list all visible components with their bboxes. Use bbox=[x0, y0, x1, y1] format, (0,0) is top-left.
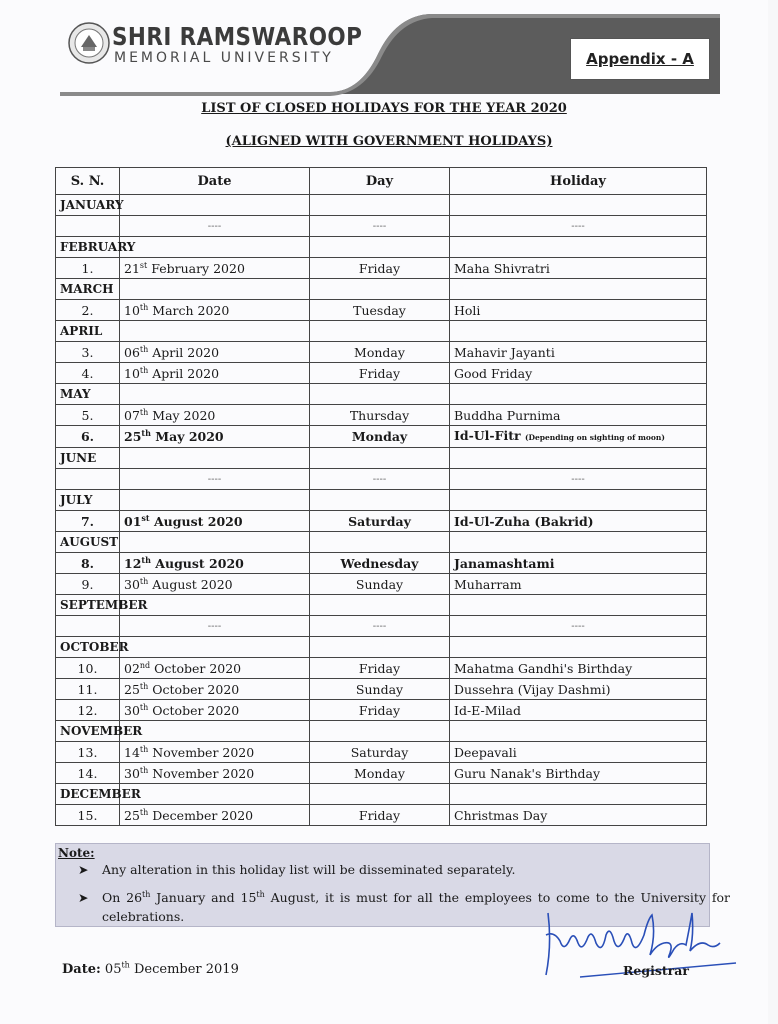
holiday-name: Id-E-Milad bbox=[454, 702, 521, 718]
month-date-cell bbox=[120, 237, 310, 258]
month-date-cell bbox=[120, 637, 310, 658]
sn-cell: 1. bbox=[56, 258, 120, 279]
date-day-num: 02 bbox=[124, 660, 140, 676]
month-date-cell bbox=[120, 721, 310, 742]
day-cell: Monday bbox=[310, 426, 450, 448]
date-suffix: nd bbox=[139, 660, 151, 670]
holiday-cell bbox=[450, 553, 707, 574]
university-seal-icon bbox=[68, 22, 110, 64]
month-day-cell bbox=[310, 195, 450, 216]
holiday-cell bbox=[450, 658, 707, 679]
month-date-cell bbox=[120, 532, 310, 553]
day-cell: Sunday bbox=[310, 574, 450, 595]
month-date-cell bbox=[120, 490, 310, 511]
table-row bbox=[56, 763, 707, 784]
col-header-day: Day bbox=[310, 168, 450, 195]
month-row bbox=[56, 721, 707, 742]
date-cell bbox=[120, 342, 310, 363]
date-rest: August 2020 bbox=[155, 555, 244, 571]
date-cell bbox=[120, 511, 310, 532]
arrow-bullet-icon: ➤ bbox=[78, 862, 89, 877]
month-holiday-cell bbox=[450, 195, 707, 216]
table-row bbox=[56, 679, 707, 700]
date-cell: ---- bbox=[120, 469, 310, 490]
month-date-cell bbox=[120, 321, 310, 342]
issue-date bbox=[62, 962, 239, 977]
holiday-cell bbox=[450, 679, 707, 700]
date-rest: December 2019 bbox=[129, 962, 239, 977]
date-day-num: 06 bbox=[124, 344, 140, 360]
day-cell: Wednesday bbox=[310, 553, 450, 574]
date-day-num: 25 bbox=[124, 807, 140, 823]
date-suffix: st bbox=[141, 512, 150, 523]
sn-cell: 8. bbox=[56, 553, 120, 574]
university-subtitle: MEMORIAL UNIVERSITY bbox=[114, 50, 334, 66]
holiday-cell bbox=[450, 405, 707, 426]
sn-cell bbox=[56, 469, 120, 490]
month-date-cell bbox=[120, 195, 310, 216]
date-day-num: 12 bbox=[124, 555, 142, 571]
date-rest: October 2020 bbox=[152, 702, 240, 718]
holiday-cell bbox=[450, 426, 707, 448]
note-item-2-part-b: January and 15 bbox=[150, 890, 257, 905]
month-day-cell bbox=[310, 448, 450, 469]
sn-cell: 9. bbox=[56, 574, 120, 595]
table-row bbox=[56, 258, 707, 279]
date-suffix: th bbox=[141, 427, 151, 438]
month-date-cell bbox=[120, 784, 310, 805]
month-label: NOVEMBER bbox=[56, 721, 120, 742]
holiday-cell: ---- bbox=[450, 469, 707, 490]
date-rest: February 2020 bbox=[151, 260, 245, 276]
sn-cell: 15. bbox=[56, 805, 120, 826]
sn-cell bbox=[56, 216, 120, 237]
holiday-name: Good Friday bbox=[454, 365, 533, 381]
note-item-2-sup-b: th bbox=[256, 889, 265, 899]
month-label: SEPTEMBER bbox=[56, 595, 120, 616]
holiday-cell: ---- bbox=[450, 616, 707, 637]
holiday-cell bbox=[450, 511, 707, 532]
day-cell: Monday bbox=[310, 342, 450, 363]
month-row bbox=[56, 595, 707, 616]
sn-cell: 14. bbox=[56, 763, 120, 784]
month-label: MAY bbox=[56, 384, 120, 405]
date-cell bbox=[120, 363, 310, 384]
holiday-name: Mahatma Gandhi's Birthday bbox=[454, 660, 633, 676]
month-label: MARCH bbox=[56, 279, 120, 300]
table-header-row bbox=[56, 168, 707, 195]
month-day-cell bbox=[310, 321, 450, 342]
month-label: DECEMBER bbox=[56, 784, 120, 805]
holiday-cell: ---- bbox=[450, 216, 707, 237]
date-cell bbox=[120, 553, 310, 574]
day-cell: Friday bbox=[310, 700, 450, 721]
month-date-cell bbox=[120, 279, 310, 300]
day-cell: Friday bbox=[310, 658, 450, 679]
holiday-cell bbox=[450, 574, 707, 595]
university-name: SHRI RAMSWAROOP bbox=[112, 22, 363, 51]
sn-cell: 7. bbox=[56, 511, 120, 532]
sn-cell: 13. bbox=[56, 742, 120, 763]
holiday-cell bbox=[450, 763, 707, 784]
table-row bbox=[56, 805, 707, 826]
date-day-num: 01 bbox=[124, 513, 142, 529]
sn-cell: 11. bbox=[56, 679, 120, 700]
date-day-num: 30 bbox=[124, 765, 140, 781]
month-label: AUGUST bbox=[56, 532, 120, 553]
table-row bbox=[56, 700, 707, 721]
month-day-cell bbox=[310, 532, 450, 553]
date-rest: August 2020 bbox=[153, 513, 243, 529]
date-day-num: 14 bbox=[124, 744, 140, 760]
month-holiday-cell bbox=[450, 532, 707, 553]
date-suffix: th bbox=[139, 702, 149, 712]
holiday-name: Christmas Day bbox=[454, 807, 548, 823]
table-row bbox=[56, 553, 707, 574]
holiday-cell bbox=[450, 342, 707, 363]
table-row bbox=[56, 363, 707, 384]
month-date-cell bbox=[120, 448, 310, 469]
month-holiday-cell bbox=[450, 721, 707, 742]
date-day-num: 07 bbox=[124, 407, 140, 423]
sn-cell: 6. bbox=[56, 426, 120, 448]
date-rest: December 2020 bbox=[152, 807, 254, 823]
day-cell: Friday bbox=[310, 805, 450, 826]
holiday-cell bbox=[450, 742, 707, 763]
date-day-num: 25 bbox=[124, 429, 142, 444]
day-cell: Thursday bbox=[310, 405, 450, 426]
holiday-name: Guru Nanak's Birthday bbox=[454, 765, 601, 781]
month-holiday-cell bbox=[450, 490, 707, 511]
date-suffix: th bbox=[139, 302, 149, 312]
month-day-cell bbox=[310, 595, 450, 616]
sn-cell: 5. bbox=[56, 405, 120, 426]
month-label: JANUARY bbox=[56, 195, 120, 216]
holiday-name: Janamashtami bbox=[454, 555, 555, 571]
month-holiday-cell bbox=[450, 784, 707, 805]
table-row bbox=[56, 511, 707, 532]
month-holiday-cell bbox=[450, 448, 707, 469]
date-cell: ---- bbox=[120, 616, 310, 637]
month-day-cell bbox=[310, 279, 450, 300]
month-holiday-cell bbox=[450, 321, 707, 342]
holiday-cell bbox=[450, 363, 707, 384]
month-label: FEBRUARY bbox=[56, 237, 120, 258]
date-rest: March 2020 bbox=[152, 302, 230, 318]
day-cell: Saturday bbox=[310, 511, 450, 532]
date-rest: November 2020 bbox=[152, 765, 255, 781]
date-rest: April 2020 bbox=[152, 365, 220, 381]
date-suffix: th bbox=[141, 554, 151, 565]
holiday-cell bbox=[450, 300, 707, 321]
note-item-2-sup-a: th bbox=[142, 889, 151, 899]
date-suffix: th bbox=[139, 576, 149, 586]
note-title: Note: bbox=[58, 846, 95, 860]
table-row bbox=[56, 658, 707, 679]
month-date-cell bbox=[120, 595, 310, 616]
sn-cell bbox=[56, 616, 120, 637]
month-row bbox=[56, 448, 707, 469]
date-day-num: 30 bbox=[124, 702, 140, 718]
appendix-label bbox=[570, 38, 710, 80]
month-holiday-cell bbox=[450, 384, 707, 405]
note-item-1-text: Any alteration in this holiday list will be disseminated separately. bbox=[102, 862, 516, 877]
note-item-1 bbox=[78, 860, 706, 879]
date-suffix: th bbox=[139, 765, 149, 775]
month-day-cell bbox=[310, 637, 450, 658]
month-row bbox=[56, 321, 707, 342]
date-rest: August 2020 bbox=[152, 576, 233, 592]
day-cell: Sunday bbox=[310, 679, 450, 700]
document-subtitle: (ALIGNED WITH GOVERNMENT HOLIDAYS) bbox=[225, 134, 553, 149]
col-header-date: Date bbox=[120, 168, 310, 195]
holiday-name: Dussehra (Vijay Dashmi) bbox=[454, 681, 611, 697]
table-row bbox=[56, 426, 707, 448]
date-day: 05 bbox=[104, 962, 122, 977]
col-header-holiday: Holiday bbox=[450, 168, 707, 195]
date-cell: ---- bbox=[120, 216, 310, 237]
sn-cell: 4. bbox=[56, 363, 120, 384]
month-row bbox=[56, 490, 707, 511]
date-cell bbox=[120, 805, 310, 826]
holiday-note: (Depending on sighting of moon) bbox=[524, 433, 665, 442]
col-header-sn: S. N. bbox=[56, 168, 120, 195]
date-cell bbox=[120, 763, 310, 784]
month-label: JULY bbox=[56, 490, 120, 511]
date-cell bbox=[120, 258, 310, 279]
date-day-num: 25 bbox=[124, 681, 140, 697]
appendix-text: Appendix - A bbox=[586, 50, 694, 68]
date-cell bbox=[120, 405, 310, 426]
month-row bbox=[56, 237, 707, 258]
day-cell: Friday bbox=[310, 258, 450, 279]
date-day-num: 10 bbox=[124, 365, 140, 381]
day-cell: ---- bbox=[310, 616, 450, 637]
date-cell bbox=[120, 658, 310, 679]
day-cell: Friday bbox=[310, 363, 450, 384]
holiday-name: Muharram bbox=[454, 576, 522, 592]
date-sup: th bbox=[121, 960, 130, 970]
sn-cell: 2. bbox=[56, 300, 120, 321]
table-row bbox=[56, 342, 707, 363]
sn-cell: 3. bbox=[56, 342, 120, 363]
date-suffix: th bbox=[139, 365, 149, 375]
note-item-2-part-a: On 26 bbox=[102, 890, 143, 905]
month-label: JUNE bbox=[56, 448, 120, 469]
date-suffix: th bbox=[139, 407, 149, 417]
holiday-cell bbox=[450, 258, 707, 279]
month-holiday-cell bbox=[450, 279, 707, 300]
table-row bbox=[56, 574, 707, 595]
holiday-cell bbox=[450, 700, 707, 721]
table-body bbox=[56, 195, 707, 826]
holiday-name: Deepavali bbox=[454, 744, 517, 760]
holiday-name: Buddha Purnima bbox=[454, 407, 561, 423]
month-row bbox=[56, 637, 707, 658]
month-row bbox=[56, 784, 707, 805]
date-label: Date: bbox=[62, 962, 101, 977]
date-day-num: 10 bbox=[124, 302, 140, 318]
month-day-cell bbox=[310, 384, 450, 405]
date-cell bbox=[120, 742, 310, 763]
empty-row bbox=[56, 216, 707, 237]
date-cell bbox=[120, 679, 310, 700]
date-suffix: st bbox=[139, 260, 148, 270]
sn-cell: 10. bbox=[56, 658, 120, 679]
month-label: APRIL bbox=[56, 321, 120, 342]
month-day-cell bbox=[310, 490, 450, 511]
empty-row bbox=[56, 616, 707, 637]
day-cell: ---- bbox=[310, 469, 450, 490]
sn-cell: 12. bbox=[56, 700, 120, 721]
date-cell bbox=[120, 700, 310, 721]
document-title: LIST OF CLOSED HOLIDAYS FOR THE YEAR 2020 bbox=[201, 101, 567, 116]
date-rest: May 2020 bbox=[152, 407, 216, 423]
month-date-cell bbox=[120, 384, 310, 405]
day-cell: Tuesday bbox=[310, 300, 450, 321]
day-cell: ---- bbox=[310, 216, 450, 237]
day-cell: Monday bbox=[310, 763, 450, 784]
empty-row bbox=[56, 469, 707, 490]
arrow-bullet-icon: ➤ bbox=[78, 890, 89, 905]
table-row bbox=[56, 300, 707, 321]
holiday-name: Maha Shivratri bbox=[454, 260, 550, 276]
note-item-2-part-c: August, it is must for all the employees to come to the University for celebrations. bbox=[102, 890, 730, 924]
holiday-name: Holi bbox=[454, 302, 481, 318]
month-row bbox=[56, 532, 707, 553]
date-rest: April 2020 bbox=[152, 344, 220, 360]
date-suffix: th bbox=[139, 344, 149, 354]
month-row bbox=[56, 384, 707, 405]
date-day-num: 30 bbox=[124, 576, 140, 592]
month-holiday-cell bbox=[450, 237, 707, 258]
holiday-name: Mahavir Jayanti bbox=[454, 344, 555, 360]
registrar-label: Registrar bbox=[623, 963, 689, 978]
date-cell bbox=[120, 300, 310, 321]
date-rest: October 2020 bbox=[152, 681, 240, 697]
date-rest: October 2020 bbox=[154, 660, 242, 676]
date-rest: May 2020 bbox=[155, 429, 224, 444]
date-day-num: 21 bbox=[124, 260, 140, 276]
month-holiday-cell bbox=[450, 637, 707, 658]
table-row bbox=[56, 405, 707, 426]
month-row bbox=[56, 195, 707, 216]
date-suffix: th bbox=[139, 807, 149, 817]
holiday-cell bbox=[450, 805, 707, 826]
holiday-table bbox=[55, 167, 707, 826]
date-suffix: th bbox=[139, 744, 149, 754]
month-row bbox=[56, 279, 707, 300]
holiday-name: Id-Ul-Zuha (Bakrid) bbox=[454, 513, 594, 529]
table-row bbox=[56, 742, 707, 763]
month-label: OCTOBER bbox=[56, 637, 120, 658]
date-rest: November 2020 bbox=[152, 744, 255, 760]
day-cell: Saturday bbox=[310, 742, 450, 763]
date-suffix: th bbox=[139, 681, 149, 691]
date-cell bbox=[120, 426, 310, 448]
month-day-cell bbox=[310, 721, 450, 742]
holiday-name: Id-Ul-Fitr bbox=[454, 428, 521, 443]
month-day-cell bbox=[310, 237, 450, 258]
month-holiday-cell bbox=[450, 595, 707, 616]
date-cell bbox=[120, 574, 310, 595]
month-day-cell bbox=[310, 784, 450, 805]
